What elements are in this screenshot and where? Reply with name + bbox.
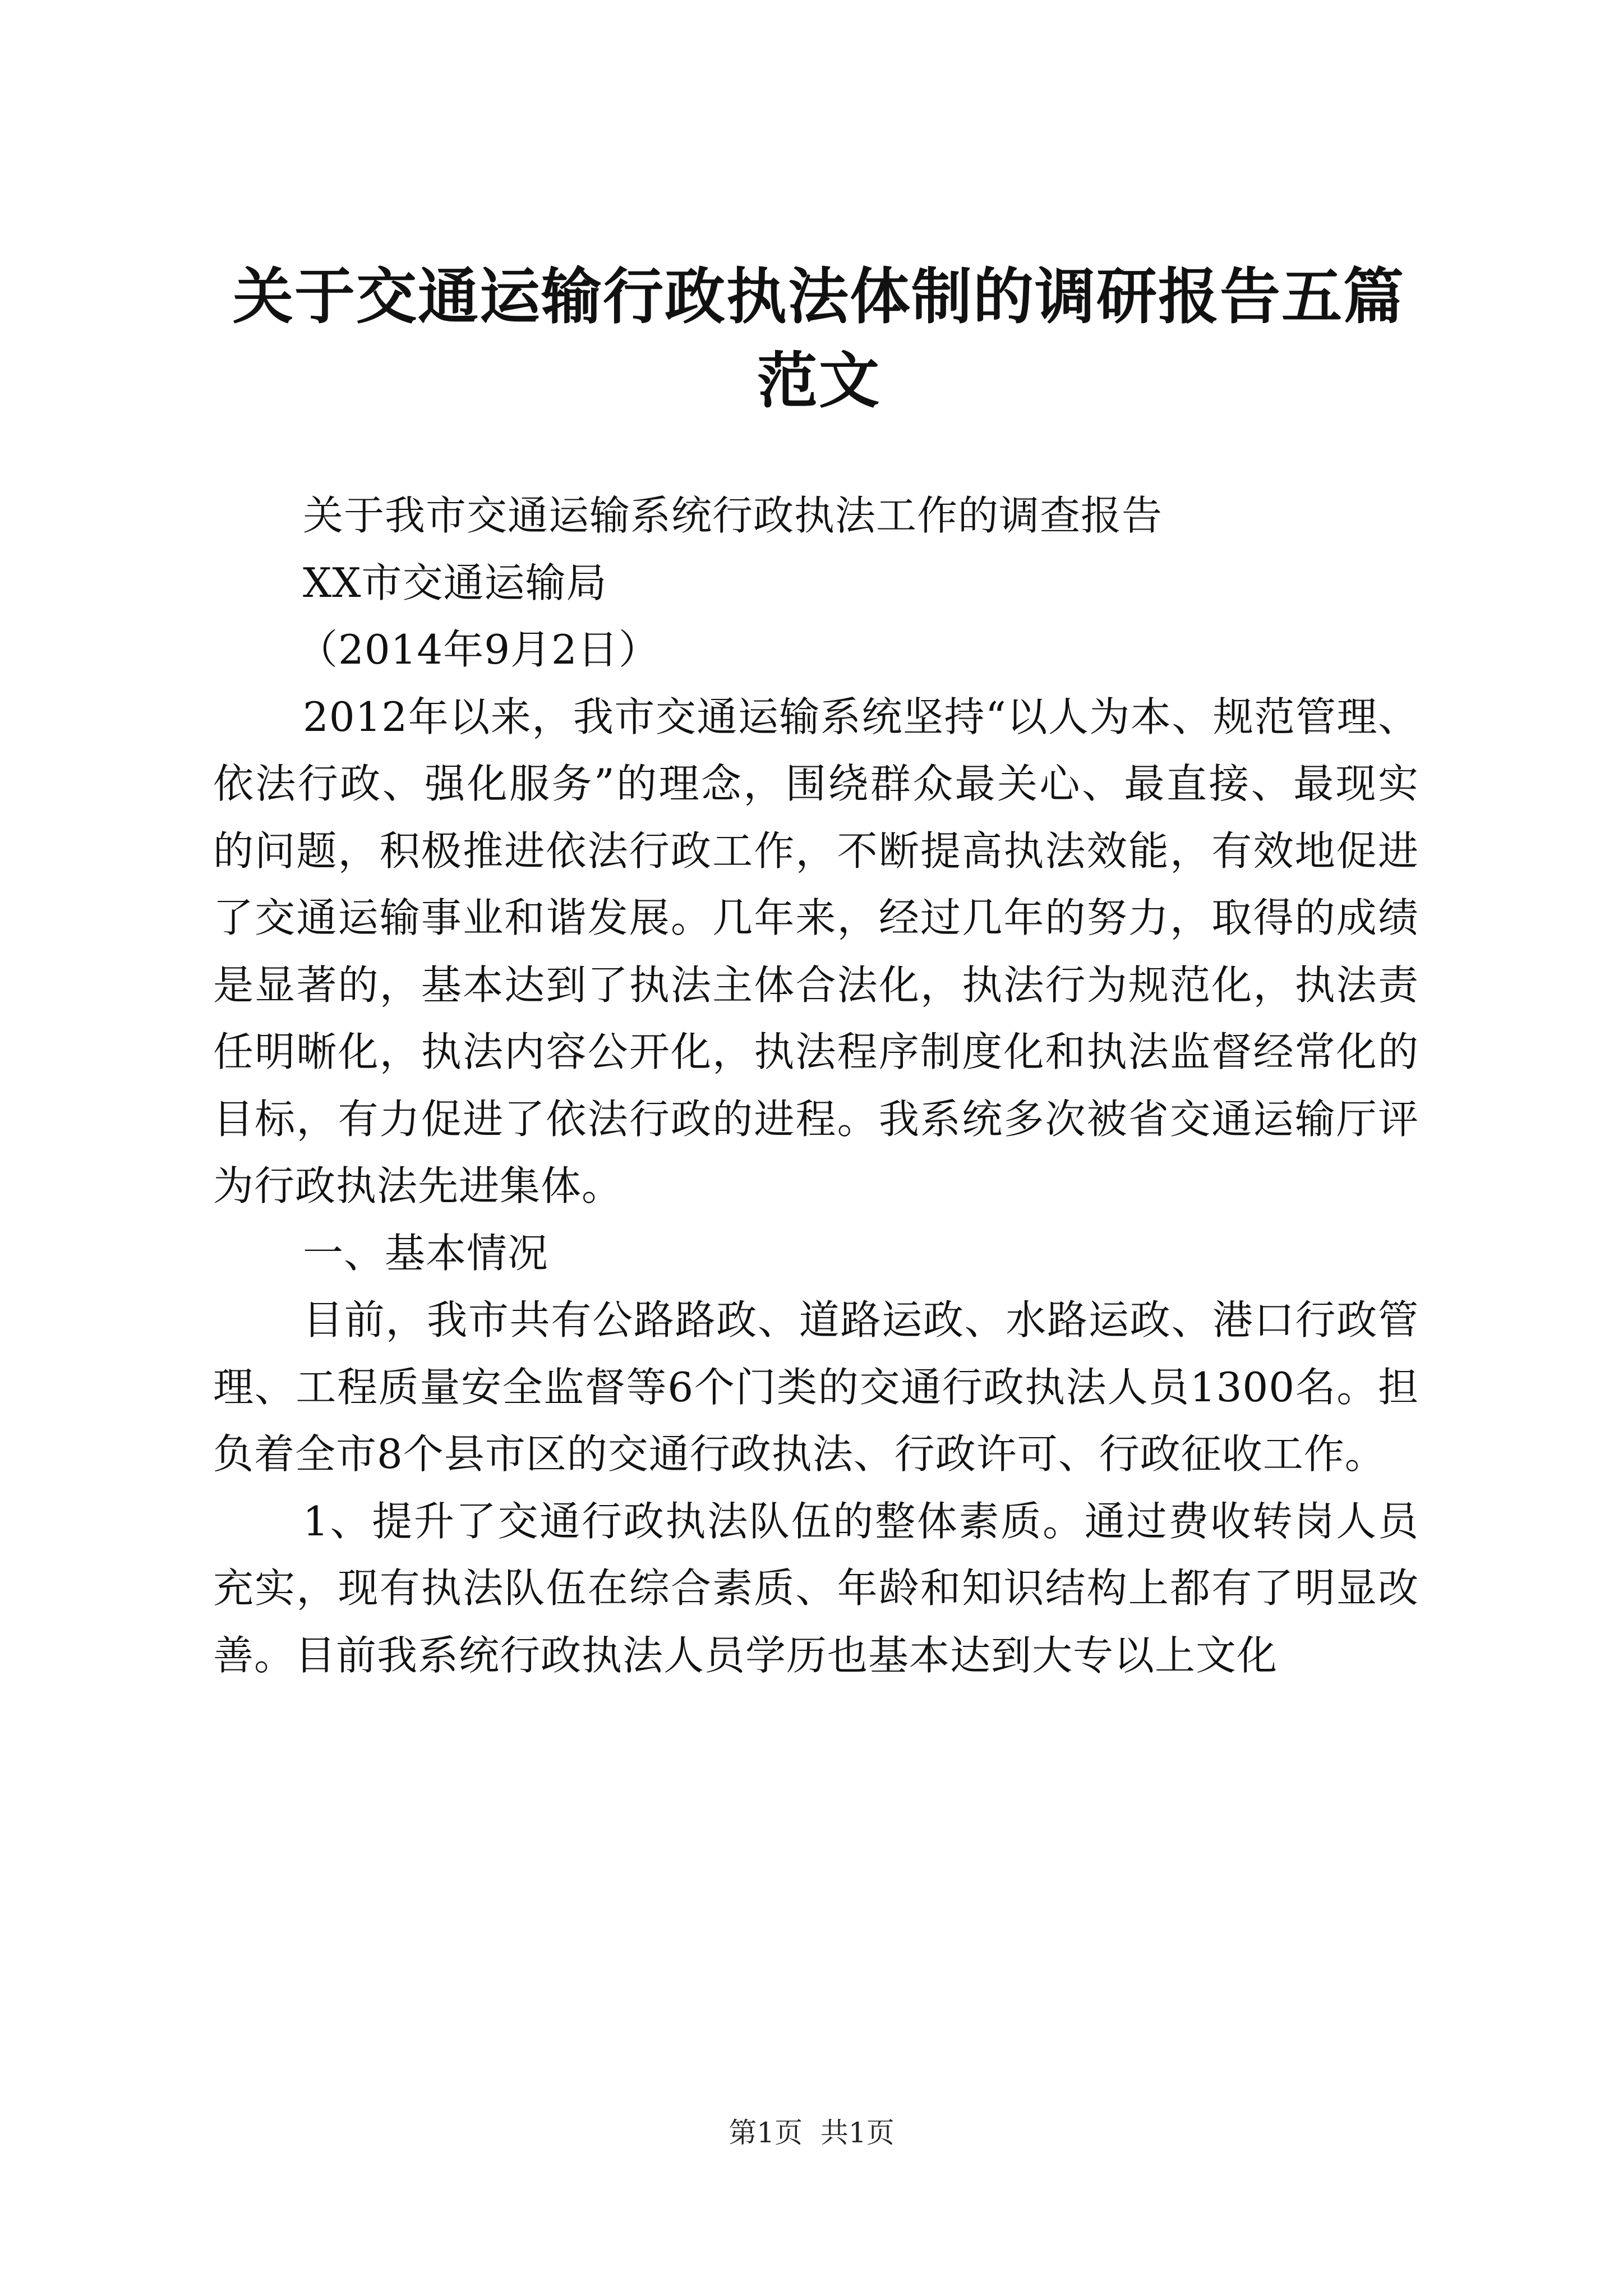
document-body (213, 482, 1419, 1689)
section-heading-basic-situation: 一、基本情况 (303, 1229, 549, 1277)
paragraph-point-1: 1、提升了交通行政执法队伍的整体素质。通过费收转岗人员充实，现有执法队伍在综合素质、年龄和知识结构上都有了明显改善。目前我系统行政执法人员学历也基本达到大专以上文化 (213, 1497, 1419, 1679)
page-footer (0, 2116, 1623, 2150)
report-date: （2014年9月2日） (297, 626, 660, 673)
document-title: 关于交通运输行政执法体制的调研报告五篇范文 (232, 262, 1405, 416)
report-author: XX市交通运输局 (303, 559, 607, 606)
page-number-label: 第1页 共1页 (728, 2116, 895, 2149)
report-subtitle: 关于我市交通运输系统行政执法工作的调查报告 (303, 492, 1163, 539)
paragraph-intro: 2012年以来，我市交通运输系统坚持“以人为本、规范管理、依法行政、强化服务”的理念，围绕群众最关心、最直接、最现实的问题，积极推进依法行政工作，不断提高执法效能，有效地促进了交通运输事业和谐发展。几年来，经过几年的努力，取得的成绩是显著的，基本达到了执法主体合法化，执法行为规范化，执法责任明晰化，执法内容公开化，执法程序制度化和执法监督经常化的目标，有力促进了依法行政的进程。我系统多次被省交通运输厅评为行政执法先进集体。 (213, 693, 1419, 1209)
paragraph-current-status: 目前，我市共有公路路政、道路运政、水路运政、港口行政管理、工程质量安全监督等6个门类的交通行政执法人员1300名。担负着全市8个县市区的交通行政执法、行政许可、行政征收工作。 (213, 1296, 1419, 1478)
